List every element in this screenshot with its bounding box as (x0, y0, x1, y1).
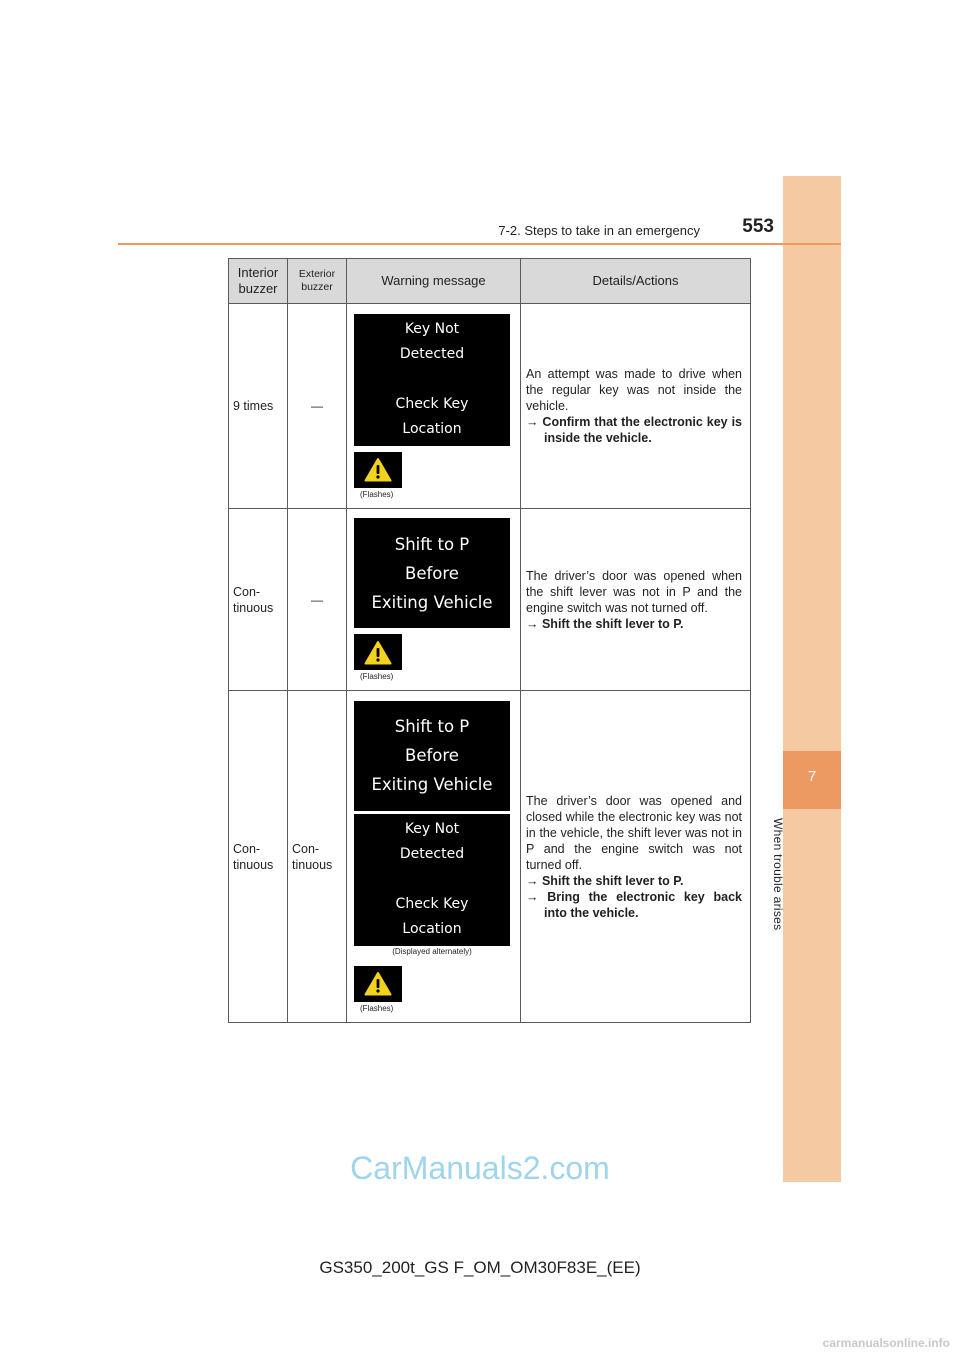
exterior-buzzer-cell: — (288, 509, 347, 691)
chapter-number: 7 (807, 768, 817, 785)
details-text: The driver’s door was opened when the shift lever was not in P and the engine switch was not turned off. (526, 568, 742, 615)
chapter-title-wrap (771, 818, 811, 958)
display-line: Location (402, 921, 462, 937)
exterior-buzzer-cell: — (288, 304, 347, 509)
flashes-caption: (Flashes) (360, 489, 394, 499)
warning-light-box (354, 452, 402, 488)
details-cell (521, 509, 751, 691)
flashes-caption: (Flashes) (360, 1003, 394, 1013)
page-number: 553 (742, 216, 774, 237)
header-exterior-buzzer: Exterior buzzer (288, 259, 347, 304)
action-text: → Bring the electronic key back into the vehicle. (526, 889, 742, 920)
display-line: Detected (399, 346, 465, 362)
display-message (354, 518, 510, 628)
display-line: Detected (399, 846, 465, 862)
warning-triangle-icon (364, 640, 392, 665)
table-row (229, 691, 751, 1023)
display-line: Before (405, 746, 459, 765)
warning-message-cell (347, 304, 521, 509)
document-code: GS350_200t_GS F_OM_OM30F83E_(EE) (319, 1258, 641, 1277)
display-line: Exiting Vehicle (371, 592, 493, 612)
display-message (354, 814, 510, 946)
display-line: Before (405, 563, 459, 583)
display-line: Shift to P (394, 717, 470, 736)
details-text: The driver’s door was opened and closed while the electronic key was not in the vehicle, the shift lever was not in P and the engine switch was not turned off. (526, 793, 742, 872)
display-spacer (354, 367, 510, 392)
display-message (354, 314, 510, 446)
watermark-online: carmanualsonline.info (822, 1336, 950, 1350)
display-line: Check Key (395, 896, 469, 912)
header-warning-message: Warning message (347, 259, 521, 304)
header-rule (118, 243, 841, 245)
interior-buzzer-cell: Con-tinuous (229, 509, 288, 691)
display-group (354, 701, 514, 1013)
table-row (229, 509, 751, 691)
chapter-tab (783, 176, 841, 1182)
display-line: Exiting Vehicle (371, 775, 493, 794)
exterior-buzzer-cell: Con-tinuous (288, 691, 347, 1023)
display-line: Key Not (404, 821, 460, 837)
details-text: An attempt was made to drive when the regular key was not inside the vehicle. (526, 367, 742, 413)
details-cell (521, 304, 751, 509)
warning-triangle-icon (364, 457, 392, 482)
table-row (229, 304, 751, 509)
flashes-caption: (Flashes) (360, 672, 394, 681)
warning-message-cell (347, 691, 521, 1023)
display-spacer (354, 867, 510, 892)
display-line: Location (402, 421, 462, 437)
action-text: → Shift the shift lever to P. (526, 616, 684, 631)
display-group (354, 518, 514, 681)
header-interior-buzzer: Interior buzzer (229, 259, 288, 304)
interior-buzzer-cell: 9 times (229, 304, 288, 509)
chapter-title: When trouble arises (771, 818, 785, 931)
warning-table (228, 258, 751, 1023)
warning-message-cell (347, 509, 521, 691)
alternate-caption: (Displayed alternately) (392, 946, 472, 956)
action-text: → Shift the shift lever to P. (526, 873, 684, 888)
header-details-actions: Details/Actions (521, 259, 751, 304)
section-title: 7-2. Steps to take in an emergency (498, 223, 700, 238)
warning-triangle-icon (364, 971, 392, 996)
display-line: Shift to P (394, 534, 470, 554)
warning-light-box (354, 966, 402, 1002)
display-line: Check Key (395, 396, 469, 412)
details-cell (521, 691, 751, 1023)
table-header-row (229, 259, 751, 304)
display-group (354, 314, 514, 499)
display-line: Key Not (404, 321, 460, 337)
action-text: → Confirm that the electronic key is inside the vehicle. (526, 415, 742, 445)
interior-buzzer-cell: Con-tinuous (229, 691, 288, 1023)
watermark-carmanuals: CarManuals2.com (350, 1150, 610, 1186)
warning-light-box (354, 634, 402, 670)
display-message (354, 701, 510, 811)
